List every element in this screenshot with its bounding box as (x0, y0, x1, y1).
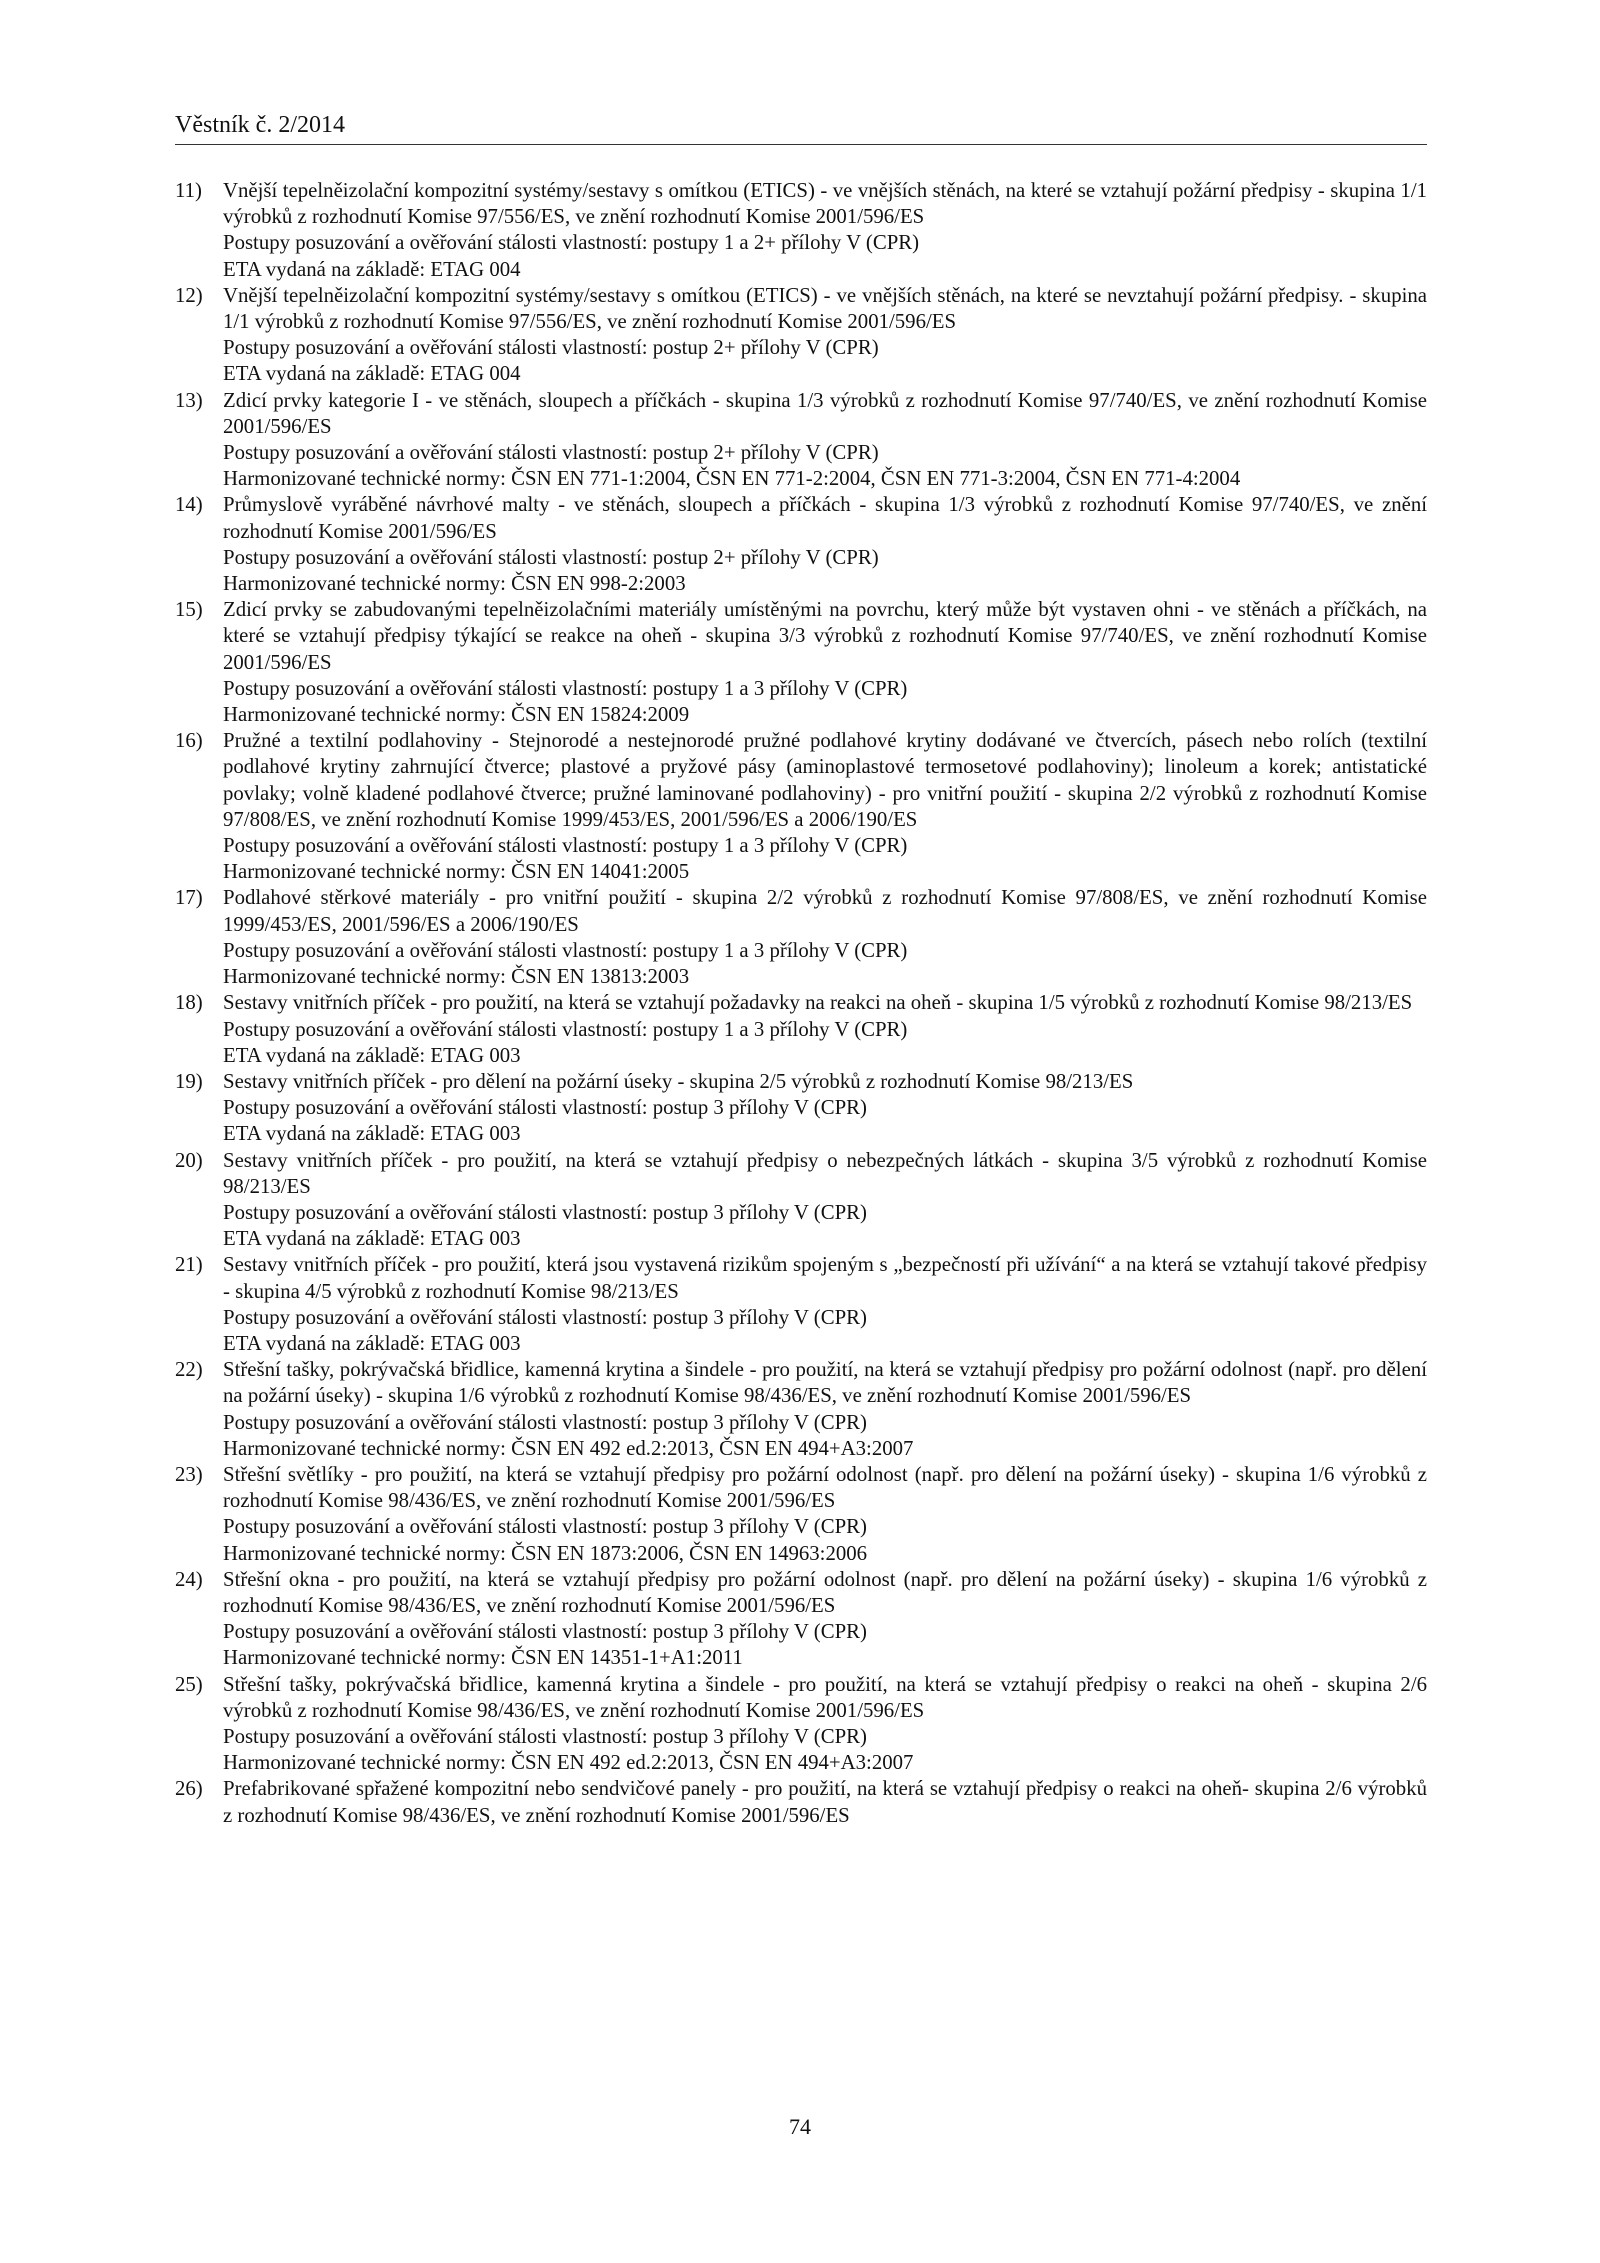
item-number: 17) (175, 886, 203, 910)
list-item (175, 990, 1427, 1069)
standard-reference-line: ETA vydaná na základě: ETAG 004 (223, 362, 521, 386)
item-description: Podlahové stěrkové materiály - pro vnitřní použití - skupina 2/2 výrobků z rozhodnutí Komise 97/808/ES, ve znění rozhodnutí Komise 1999/453/ES, 2001/596/ES a 2006/190/ES (223, 886, 1427, 936)
assessment-procedure-line: Postupy posuzování a ověřování stálosti vlastností: postupy 1 a 3 přílohy V (CPR) (223, 1017, 908, 1041)
item-number: 23) (175, 1462, 203, 1486)
item-description: Střešní tašky, pokrývačská břidlice, kamenná krytina a šindele - pro použití, na která se vztahují předpisy o reakci na oheň - skupina 2/6 výrobků z rozhodnutí Komise 98/436/ES, ve znění rozhodnutí Komise 2001/596/ES (223, 1672, 1427, 1722)
assessment-procedure-line: Postupy posuzování a ověřování stálosti vlastností: postup 3 přílohy V (CPR) (223, 1305, 867, 1329)
item-description: Prefabrikované spřažené kompozitní nebo sendvičové panely - pro použití, na která se vztahují předpisy o reakci na oheň- skupina 2/6 výrobků z rozhodnutí Komise 98/436/ES, ve znění rozhodnutí Komise 2001/596/ES (223, 1777, 1427, 1827)
assessment-procedure-line: Postupy posuzování a ověřování stálosti vlastností: postupy 1 a 3 přílohy V (CPR) (223, 834, 908, 858)
item-number: 26) (175, 1777, 203, 1801)
item-description: Střešní tašky, pokrývačská břidlice, kamenná krytina a šindele - pro použití, na která se vztahují předpisy pro požární odolnost (např. pro dělení na požární úseky) - skupina 1/6 výrobků z rozhodnutí Komise 98/436/ES, ve znění rozhodnutí Komise 2001/596/ES (223, 1358, 1427, 1408)
item-number: 13) (175, 388, 203, 412)
standard-reference-line: ETA vydaná na základě: ETAG 003 (223, 1043, 521, 1067)
page-number: 74 (789, 2114, 811, 2139)
standard-reference-line: Harmonizované technické normy: ČSN EN 13813:2003 (223, 965, 690, 989)
item-description: Zdicí prvky kategorie I - ve stěnách, sloupech a příčkách - skupina 1/3 výrobků z rozhodnutí Komise 97/740/ES, ve znění rozhodnutí Komise 2001/596/ES (223, 388, 1427, 438)
item-number: 21) (175, 1253, 203, 1277)
list-item (175, 1567, 1427, 1672)
page-header: Věstník č. 2/2014 (175, 110, 1427, 145)
item-number: 25) (175, 1672, 203, 1696)
list-item (175, 1252, 1427, 1357)
assessment-procedure-line: Postupy posuzování a ověřování stálosti vlastností: postup 3 přílohy V (CPR) (223, 1620, 867, 1644)
assessment-procedure-line: Postupy posuzování a ověřování stálosti vlastností: postup 2+ přílohy V (CPR) (223, 336, 879, 360)
assessment-procedure-line: Postupy posuzování a ověřování stálosti vlastností: postup 3 přílohy V (CPR) (223, 1200, 867, 1224)
item-number: 16) (175, 729, 203, 753)
list-item (175, 388, 1427, 493)
item-number: 19) (175, 1069, 203, 1093)
item-description: Vnější tepelněizolační kompozitní systémy/sestavy s omítkou (ETICS) - ve vnějších stěnách, na které se vztahují požární předpisy - skupina 1/1 výrobků z rozhodnutí Komise 97/556/ES, ve znění rozhodnutí Komise 2001/596/ES (223, 179, 1427, 229)
assessment-procedure-line: Postupy posuzování a ověřování stálosti vlastností: postup 3 přílohy V (CPR) (223, 1515, 867, 1539)
item-number: 24) (175, 1567, 203, 1591)
assessment-procedure-line: Postupy posuzování a ověřování stálosti vlastností: postup 3 přílohy V (CPR) (223, 1410, 867, 1434)
standard-reference-line: Harmonizované technické normy: ČSN EN 14351-1+A1:2011 (223, 1646, 743, 1670)
list-item (175, 1672, 1427, 1777)
standard-reference-line: ETA vydaná na základě: ETAG 004 (223, 257, 521, 281)
item-description: Vnější tepelněizolační kompozitní systémy/sestavy s omítkou (ETICS) - ve vnějších stěnách, na které se nevztahují požární předpisy. - skupina 1/1 výrobků z rozhodnutí Komise 97/556/ES, ve znění rozhodnutí Komise 2001/596/ES (223, 283, 1427, 334)
standard-reference-line: Harmonizované technické normy: ČSN EN 998-2:2003 (223, 572, 686, 596)
item-description: Sestavy vnitřních příček - pro použití, která jsou vystavená rizikům spojeným s „bezpečností při užívání“ a na která se vztahují takové předpisy - skupina 4/5 výrobků z rozhodnutí Komise 98/213/ES (223, 1253, 1427, 1303)
standard-reference-line: Harmonizované technické normy: ČSN EN 492 ed.2:2013, ČSN EN 494+A3:2007 (223, 1751, 914, 1775)
item-description: Sestavy vnitřních příček - pro dělení na požární úseky - skupina 2/5 výrobků z rozhodnutí Komise 98/213/ES (223, 1069, 1134, 1093)
item-number: 20) (175, 1148, 203, 1172)
assessment-procedure-line: Postupy posuzování a ověřování stálosti vlastností: postupy 1 a 3 přílohy V (CPR) (223, 676, 908, 700)
item-description: Střešní světlíky - pro použití, na která se vztahují předpisy pro požární odolnost (např. pro dělení na požární úseky) - skupina 1/6 výrobků z rozhodnutí Komise 98/436/ES, ve znění rozhodnutí Komise 2001/596/ES (223, 1462, 1427, 1513)
list-item (175, 1148, 1427, 1253)
item-description: Pružné a textilní podlahoviny - Stejnorodé a nestejnorodé pružné podlahové krytiny dodávané ve čtvercích, pásech nebo rolích (textilní podlahové krytiny zahrnující čtverce; plastové a pryžové pásy (aminoplastové termosetové podlahoviny); linoleum a korek; antistatické povlaky; volně kladené podlahové čtverce; pružné laminované podlahoviny) - pro vnitřní použití - skupina 2/2 výrobků z rozhodnutí Komise 97/808/ES, ve znění rozhodnutí Komise 1999/453/ES, 2001/596/ES a 2006/190/ES (223, 729, 1427, 831)
list-item (175, 1069, 1427, 1148)
assessment-procedure-line: Postupy posuzování a ověřování stálosti vlastností: postup 3 přílohy V (CPR) (223, 1096, 867, 1120)
list-item (175, 597, 1427, 728)
list-item (175, 1462, 1427, 1567)
item-description: Sestavy vnitřních příček - pro použití, na která se vztahují požadavky na reakci na oheň - skupina 1/5 výrobků z rozhodnutí Komise 98/213/ES (223, 991, 1413, 1015)
list-item (175, 885, 1427, 990)
assessment-procedure-line: Postupy posuzování a ověřování stálosti vlastností: postup 2+ přílohy V (CPR) (223, 545, 879, 569)
standard-reference-line: ETA vydaná na základě: ETAG 003 (223, 1331, 521, 1355)
item-number: 11) (175, 179, 202, 202)
list-item (175, 1357, 1427, 1462)
item-number: 12) (175, 283, 203, 307)
item-description: Střešní okna - pro použití, na která se vztahují předpisy pro požární odolnost (např. pro dělení na požární úseky) - skupina 1/6 výrobků z rozhodnutí Komise 98/436/ES, ve znění rozhodnutí Komise 2001/596/ES (223, 1567, 1427, 1617)
item-number: 15) (175, 598, 203, 622)
item-number: 22) (175, 1358, 203, 1382)
list-item (175, 178, 1427, 283)
standard-reference-line: ETA vydaná na základě: ETAG 003 (223, 1227, 521, 1251)
list-item (175, 1776, 1427, 1828)
assessment-procedure-line: Postupy posuzování a ověřování stálosti vlastností: postupy 1 a 3 přílohy V (CPR) (223, 938, 908, 962)
assessment-procedure-line: Postupy posuzování a ověřování stálosti vlastností: postup 3 přílohy V (CPR) (223, 1724, 867, 1748)
assessment-procedure-line: Postupy posuzování a ověřování stálosti vlastností: postup 2+ přílohy V (CPR) (223, 441, 879, 465)
assessment-procedure-line: Postupy posuzování a ověřování stálosti vlastností: postupy 1 a 2+ přílohy V (CPR) (223, 231, 920, 255)
list-item (175, 283, 1427, 388)
item-description: Zdicí prvky se zabudovanými tepelněizolačními materiály umístěnými na povrchu, který může být vystaven ohni - ve stěnách a příčkách, na které se vztahují předpisy týkající se reakce na oheň - skupina 3/3 výrobků z rozhodnutí Komise 97/740/ES, ve znění rozhodnutí Komise 2001/596/ES (223, 598, 1427, 674)
item-number: 14) (175, 493, 203, 517)
standard-reference-line: Harmonizované technické normy: ČSN EN 771-1:2004, ČSN EN 771-2:2004, ČSN EN 771-3:2004, ČSN EN 771-4:2004 (223, 467, 1241, 491)
item-number: 18) (175, 991, 203, 1015)
standard-reference-line: Harmonizované technické normy: ČSN EN 1873:2006, ČSN EN 14963:2006 (223, 1541, 868, 1565)
list-item (175, 728, 1427, 885)
standard-reference-line: Harmonizované technické normy: ČSN EN 492 ed.2:2013, ČSN EN 494+A3:2007 (223, 1436, 914, 1460)
standard-reference-line: ETA vydaná na základě: ETAG 003 (223, 1122, 521, 1146)
standard-reference-line: Harmonizované technické normy: ČSN EN 15824:2009 (223, 703, 690, 727)
item-description: Sestavy vnitřních příček - pro použití, na která se vztahují předpisy o nebezpečných látkách - skupina 3/5 výrobků z rozhodnutí Komise 98/213/ES (223, 1148, 1427, 1198)
standard-reference-line: Harmonizované technické normy: ČSN EN 14041:2005 (223, 860, 690, 884)
item-description: Průmyslově vyráběné návrhové malty - ve stěnách, sloupech a příčkách - skupina 1/3 výrobků z rozhodnutí Komise 97/740/ES, ve znění rozhodnutí Komise 2001/596/ES (223, 493, 1427, 543)
list-item (175, 492, 1427, 597)
document-body (175, 178, 1427, 1829)
